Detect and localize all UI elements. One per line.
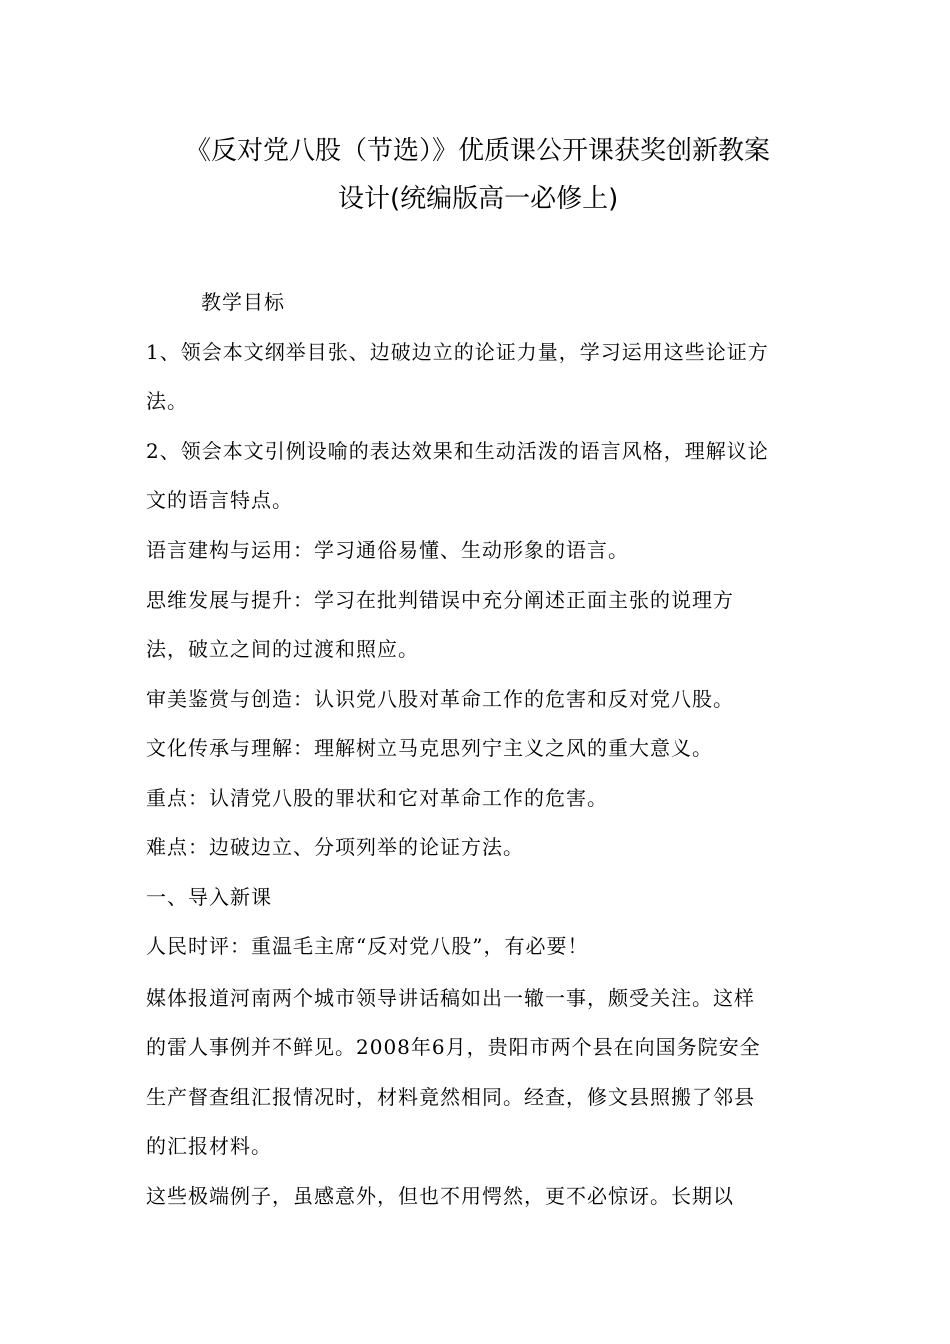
paragraph-line: 人民时评：重温毛主席“反对党八股”，有必要！	[146, 934, 589, 958]
paragraph-line: 难点：边破边立、分项列举的论证方法。	[146, 835, 524, 859]
paragraph-line: 重点：认清党八股的罪状和它对革命工作的危害。	[146, 786, 608, 810]
paragraph-line: 媒体报道河南两个城市领导讲话稿如出一辙一事，颇受关注。这样	[146, 986, 755, 1010]
paragraph-line: 2、领会本文引例设喻的表达效果和生动活泼的语言风格，理解议论	[146, 439, 769, 463]
paragraph-line: 的雷人事例并不鲜见。2008年6月，贵阳市两个县在向国务院安全	[146, 1035, 761, 1059]
document-title-line-2: 设计(统编版高一必修上)	[338, 184, 619, 214]
paragraph-line: 审美鉴赏与创造：认识党八股对革命工作的危害和反对党八股。	[146, 687, 734, 711]
paragraph-line: 文的语言特点。	[146, 488, 293, 512]
paragraph-line: 生产督查组汇报情况时，材料竟然相同。经查，修文县照搬了邻县	[146, 1085, 755, 1109]
paragraph-line: 的汇报材料。	[146, 1134, 272, 1158]
section-heading-intro: 一、导入新课	[146, 885, 272, 909]
paragraph-line: 思维发展与提升：学习在批判错误中充分阐述正面主张的说理方	[146, 588, 734, 612]
paragraph-line: 法。	[146, 389, 188, 413]
section-heading-teaching-goals: 教学目标	[201, 290, 285, 314]
document-title-line-1: 《反对党八股（节选）》优质课公开课获奖创新教案	[185, 136, 771, 166]
paragraph-line: 文化传承与理解：理解树立马克思列宁主义之风的重大意义。	[146, 736, 713, 760]
paragraph-line: 1、领会本文纲举目张、边破边立的论证力量，学习运用这些论证方	[146, 340, 769, 364]
paragraph-line: 这些极端例子，虽感意外，但也不用愕然，更不必惊讶。长期以	[146, 1184, 734, 1208]
paragraph-line: 语言建构与运用：学习通俗易懂、生动形象的语言。	[146, 538, 629, 562]
paragraph-line: 法，破立之间的过渡和照应。	[146, 637, 419, 661]
